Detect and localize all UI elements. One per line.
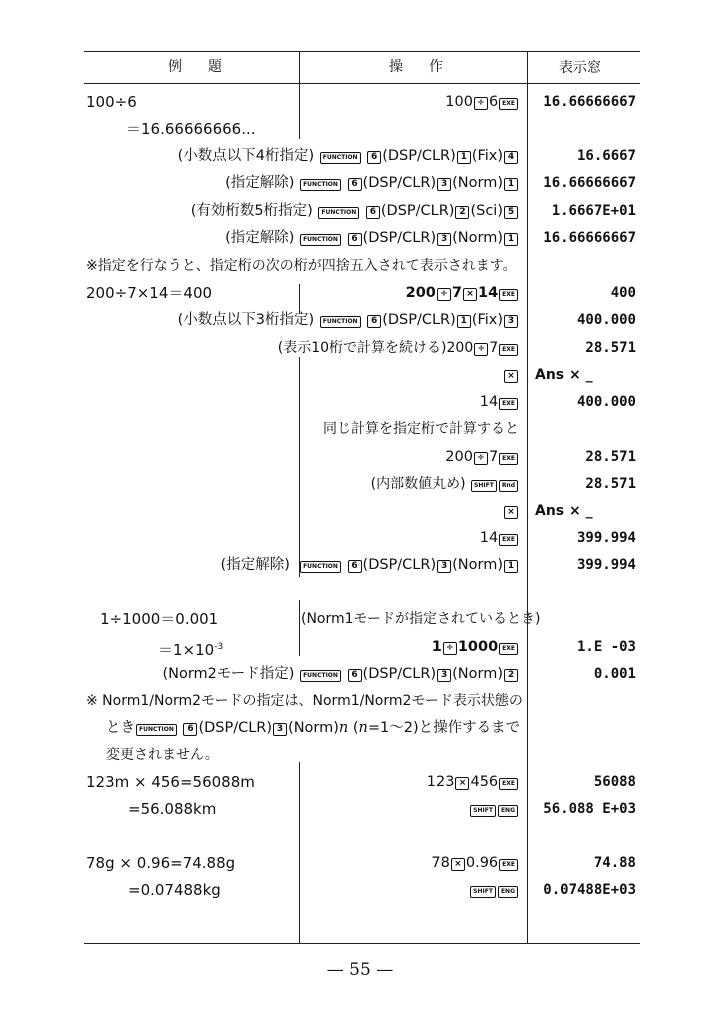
- mul-key-icon: ×: [463, 288, 477, 301]
- display-result: Ans × _: [535, 503, 593, 519]
- function-key-icon: FUNCTION: [300, 561, 341, 573]
- mul-key-icon: ×: [504, 506, 518, 519]
- col-divider-header-1: [299, 51, 300, 83]
- exe-key-icon: EXE: [499, 534, 518, 546]
- exe-key-icon: EXE: [499, 453, 518, 465]
- key-6-icon: 6: [348, 669, 362, 682]
- display-result: 400.000: [576, 312, 636, 328]
- operation-text: (Norm1モードが指定されているとき): [301, 611, 541, 627]
- key-3-icon: 3: [437, 233, 451, 246]
- key-6-icon: 6: [348, 560, 362, 573]
- operation-text: [469, 881, 519, 899]
- example-text: =56.088km: [128, 800, 217, 818]
- example-text: 200÷7×14＝400: [86, 284, 213, 302]
- div-key-icon: ÷: [437, 288, 451, 301]
- example-text: ＝16.66666666...: [126, 120, 256, 138]
- div-key-icon: ÷: [474, 97, 488, 110]
- operation-text: 同じ計算を指定桁で計算すると: [323, 421, 519, 437]
- function-key-icon: FUNCTION: [320, 152, 361, 164]
- operation-text: (Norm2モード指定) FUNCTION 6 (DSP/CLR) 3 (Norm) 2: [162, 665, 519, 683]
- col-divider-2: [527, 51, 528, 943]
- page-number: — 55 —: [326, 960, 394, 980]
- exe-key-icon: EXE: [499, 98, 518, 110]
- display-result: 56088: [593, 774, 636, 790]
- display-result: 16.66666667: [543, 230, 636, 246]
- note-text: 変更されません。: [106, 747, 219, 763]
- key-6-icon: 6: [348, 178, 362, 191]
- eng-key-icon: ENG: [498, 805, 518, 817]
- mul-key-icon: ×: [504, 370, 518, 383]
- col-divider-seg3: [299, 357, 300, 577]
- header-example: 例 題: [168, 59, 228, 75]
- col-divider-seg2: [299, 284, 300, 314]
- key-6-icon: 6: [348, 233, 362, 246]
- function-key-icon: FUNCTION: [136, 724, 177, 736]
- col-divider-seg5: [299, 762, 300, 943]
- operation-text: (有効桁数5桁指定) FUNCTION 6 (DSP/CLR) 2 (Sci) 5: [191, 202, 519, 220]
- key-3-icon: 3: [437, 669, 451, 682]
- function-key-icon: FUNCTION: [300, 179, 341, 191]
- operation-text: [469, 800, 519, 818]
- display-result: 28.571: [585, 449, 636, 465]
- note-text: ※指定を行なうと、指定桁の次の桁が四捨五入されて表示されます。: [86, 258, 517, 274]
- key-6-icon: 6: [366, 206, 380, 219]
- operation-text: 200 ÷ 7 × 14 EXE: [406, 284, 519, 302]
- exe-key-icon: EXE: [499, 289, 518, 301]
- mul-key-icon: ×: [451, 858, 465, 871]
- header-bottom-border: [84, 83, 640, 84]
- exe-key-icon: EXE: [499, 344, 518, 356]
- key-5-icon: 5: [504, 206, 518, 219]
- operation-text: 100 ÷ 6 EXE: [445, 93, 519, 111]
- operation-text: (指定解除) FUNCTION 6 (DSP/CLR) 3 (Norm) 1: [221, 556, 519, 574]
- operation-text: (表示10桁で計算を続ける)200 ÷ 7 EXE: [278, 339, 519, 357]
- display-result: 0.07488E+03: [543, 882, 636, 898]
- display-result: 400: [610, 285, 636, 301]
- display-result: 74.88: [593, 855, 636, 871]
- display-result: 400.000: [576, 394, 636, 410]
- div-key-icon: ÷: [443, 642, 457, 655]
- example-text: 123m × 456=56088m: [86, 773, 255, 791]
- note-text: ※ Norm1/Norm2モードの指定は、Norm1/Norm2モード表示状態の: [86, 693, 523, 709]
- operation-text: 14 EXE: [480, 393, 519, 411]
- display-result: 28.571: [585, 476, 636, 492]
- display-result: Ans × _: [535, 367, 593, 383]
- col-divider-seg4: [299, 600, 300, 656]
- table-bottom-border: [84, 943, 640, 944]
- key-2-icon: 2: [504, 669, 518, 682]
- div-key-icon: ÷: [474, 452, 488, 465]
- col-divider-seg1: [299, 83, 300, 139]
- function-key-icon: FUNCTION: [300, 234, 341, 246]
- note-text: とき FUNCTION 6 (DSP/CLR) 3 (Norm)n (n=1〜2)と操作するまで: [106, 720, 521, 736]
- key-3-icon: 3: [437, 178, 451, 191]
- key-6-icon: 6: [367, 151, 381, 164]
- exe-key-icon: EXE: [499, 643, 518, 655]
- operation-text: 123 × 456 EXE: [427, 773, 519, 791]
- rnd-key-icon: Rnd: [499, 480, 518, 492]
- key-1-icon: 1: [504, 560, 518, 573]
- operation-text: (指定解除) FUNCTION 6 (DSP/CLR) 3 (Norm) 1: [225, 229, 519, 247]
- exe-key-icon: EXE: [499, 859, 518, 871]
- example-text: =0.07488kg: [128, 881, 221, 899]
- key-6-icon: 6: [183, 723, 197, 736]
- display-result: 16.66666667: [543, 175, 636, 191]
- key-1-icon: 1: [457, 315, 471, 328]
- display-result: 1.6667E+01: [551, 203, 636, 219]
- display-result: 16.66666667: [543, 94, 636, 110]
- key-3-icon: 3: [273, 723, 287, 736]
- operation-text: 200 ÷ 7 EXE: [445, 448, 519, 466]
- operation-text: (小数点以下4桁指定) FUNCTION 6 (DSP/CLR) 1 (Fix) 4: [178, 147, 519, 165]
- function-key-icon: FUNCTION: [300, 670, 341, 682]
- display-result: 1.E -03: [576, 639, 636, 655]
- operation-text: (内部数値丸め) SHIFT Rnd: [371, 475, 519, 493]
- mul-key-icon: ×: [455, 777, 469, 790]
- display-result: 399.994: [576, 530, 636, 546]
- example-text: $=1\times 10^{-3}$: [158, 641, 224, 659]
- operation-text: [503, 366, 519, 384]
- example-text: 1÷1000＝0.001: [100, 610, 219, 628]
- example-text: 100÷6: [86, 93, 137, 111]
- key-1-icon: 1: [504, 178, 518, 191]
- table-top-border: [84, 51, 640, 52]
- key-4-icon: 4: [504, 151, 518, 164]
- key-6-icon: 6: [367, 315, 381, 328]
- key-1-icon: 1: [504, 233, 518, 246]
- display-result: 28.571: [585, 340, 636, 356]
- key-3-icon: 3: [437, 560, 451, 573]
- header-display: 表示窓: [559, 60, 601, 76]
- display-result: 399.994: [576, 557, 636, 573]
- exe-key-icon: EXE: [499, 398, 518, 410]
- operation-text: 14 EXE: [480, 529, 519, 547]
- operation-text: [503, 502, 519, 520]
- header-operation: 操 作: [389, 59, 449, 75]
- key-1-icon: 1: [457, 151, 471, 164]
- key-2-icon: 2: [455, 206, 469, 219]
- eng-key-icon: ENG: [498, 886, 518, 898]
- key-3-icon: 3: [504, 315, 518, 328]
- shift-key-icon: SHIFT: [471, 480, 497, 492]
- div-key-icon: ÷: [474, 343, 488, 356]
- display-result: 0.001: [593, 666, 636, 682]
- function-key-icon: FUNCTION: [318, 207, 359, 219]
- shift-key-icon: SHIFT: [470, 805, 496, 817]
- exe-key-icon: EXE: [499, 778, 518, 790]
- display-result: 16.6667: [576, 148, 636, 164]
- operation-text: (指定解除) FUNCTION 6 (DSP/CLR) 3 (Norm) 1: [225, 174, 519, 192]
- shift-key-icon: SHIFT: [470, 886, 496, 898]
- operation-text: 1 ÷ 1000 EXE: [432, 638, 519, 656]
- operation-text: (小数点以下3桁指定) FUNCTION 6 (DSP/CLR) 1 (Fix) 3: [178, 311, 519, 329]
- example-text: 78g × 0.96=74.88g: [86, 854, 236, 872]
- operation-text: 78 × 0.96 EXE: [431, 854, 519, 872]
- function-key-icon: FUNCTION: [320, 316, 361, 328]
- display-result: 56.088 E+03: [543, 801, 636, 817]
